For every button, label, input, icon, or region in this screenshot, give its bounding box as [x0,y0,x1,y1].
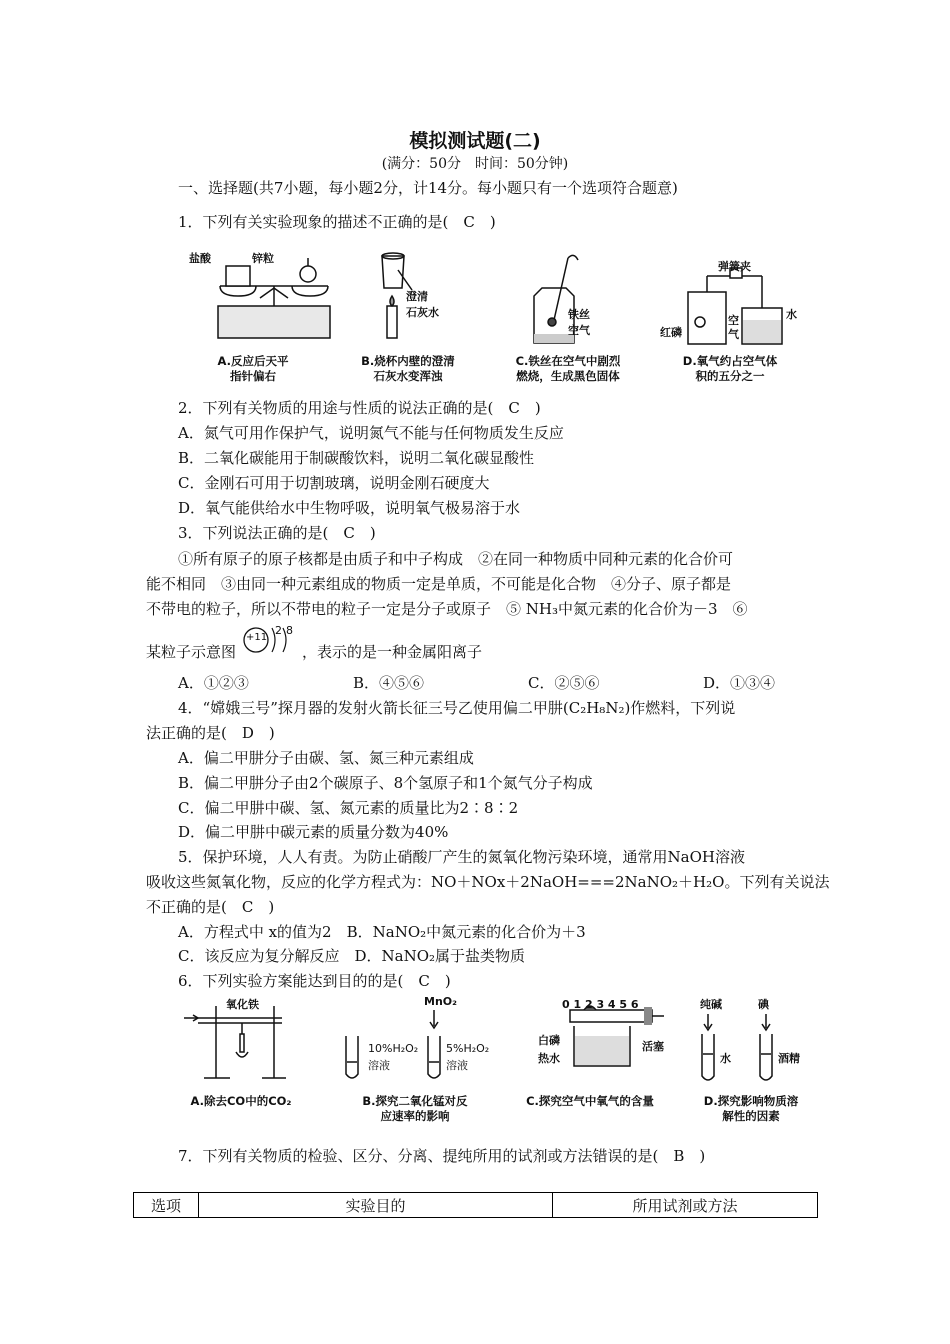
q3-option-c: C．②⑤⑥ [528,674,600,692]
label-d-water: 水 [720,1052,731,1065]
caption-6a-line1: A.除去CO中的CO₂ [190,1094,292,1108]
caption-6c-line1: C.探究空气中氧气的含量 [526,1094,654,1108]
label-d-water: 水 [786,308,797,321]
label-h2o2-10-1: 10%H₂O₂ [368,1042,419,1055]
q1-figure [190,248,810,363]
label-scale: 0 1 2 3 4 5 6 [562,998,639,1011]
label-alcohol: 酒精 [778,1052,800,1065]
q4-option-a: A．偏二甲肼分子由碳、氢、氮三种元素组成 [178,749,474,767]
label-white-phosphorus: 白磷 [538,1034,560,1047]
q6-caption-c [510,1094,670,1109]
q3-line-4b: ，表示的是一种金属阳离子 [302,643,483,661]
q2-option-a: A．氮气可用作保护气，说明氮气不能与任何物质发生反应 [178,424,564,442]
q6-figure [178,996,818,1086]
label-h2o2-5-2: 溶液 [446,1059,468,1072]
label-d-air-1: 空 [728,314,739,327]
q1-caption-d [670,354,790,384]
q5-options-ab: A．方程式中 x的值为2 B．NaNO₂中氮元素的化合价为＋3 [178,923,586,941]
label-soda: 纯碱 [700,998,722,1011]
caption-6b-line2: 应速率的影响 [380,1109,450,1123]
q2-stem: 2．下列有关物质的用途与性质的说法正确的是( C ) [178,399,541,417]
caption-c-line2: 燃烧，生成黑色固体 [516,369,620,383]
label-zinc: 锌粒 [252,252,274,265]
q3-option-b: B．④⑤⑥ [353,674,425,692]
q3-line-3: 不带电的粒子，所以不带电的粒子一定是分子或原子 ⑤ NH₃中氮元素的化合价为－3 ⑥ [146,600,748,618]
caption-b-line1: B.烧杯内壁的澄清 [361,354,455,368]
q3-option-a: A．①②③ [178,674,249,692]
label-piston: 活塞 [642,1040,664,1053]
label-limewater-1: 澄清 [406,290,428,303]
q3-line-2: 能不相同 ③由同一种元素组成的物质一定是单质，不可能是化合物 ④分子、原子都是 [146,575,732,593]
q2-option-c: C．金刚石可用于切割玻璃，说明金刚石硬度大 [178,474,490,492]
q1-caption-b [348,354,468,384]
header-purpose: 实验目的 [199,1193,553,1218]
header-option: 选项 [134,1193,199,1218]
label-h2o2-5-1: 5%H₂O₂ [446,1042,490,1055]
caption-6b-line1: B.探究二氧化锰对反 [362,1094,468,1108]
q3-stem: 3．下列说法正确的是( C ) [178,524,376,542]
balance-diagram [218,258,330,338]
q5-line-1: 5．保护环境，人人有责。为防止硝酸厂产生的氮氧化物污染环境，通常用NaOH溶液 [178,848,745,866]
caption-d-line2: 积的五分之一 [695,369,765,383]
caption-a-line1: A.反应后天平 [217,354,289,368]
caption-6d-line1: D.探究影响物质溶 [703,1094,799,1108]
q6-caption-a [176,1094,306,1109]
table-header-row [134,1193,818,1218]
label-red-phosphorus: 红磷 [660,326,682,339]
q4-option-c: C．偏二甲肼中碳、氢、氮元素的质量比为2∶8∶2 [178,799,519,817]
test-tubes-d-diagram [702,1014,772,1080]
label-iron-oxide: 氧化铁 [226,998,259,1011]
q4-option-d: D．偏二甲肼中碳元素的质量分数为40% [178,823,449,841]
page-title: 模拟测试题(二) [409,130,541,152]
label-d-air-2: 气 [728,328,739,341]
header-method: 所用试剂或方法 [553,1193,818,1218]
label-iron-wire: 铁丝 [568,308,590,321]
label-mno2: MnO₂ [424,995,457,1008]
caption-6d-line2: 解性的因素 [722,1109,780,1123]
shell-2-electrons: 8 [286,624,293,637]
q3-line-1: ①所有原子的原子核都是由质子和中子构成 ②在同一种物质中同种元素的化合价可 [178,550,734,568]
q1-caption-c [498,354,638,384]
q7-stem: 7．下列有关物质的检验、区分、分离、提纯所用的试剂或方法错误的是( B ) [178,1147,706,1165]
q4-line-1: 4．“嫦娥三号”探月器的发射火箭长征三号乙使用偏二甲肼(C₂H₈N₂)作燃料，下列说 [178,699,736,717]
q5-options-cd: C．该反应为复分解反应 D．NaNO₂属于盐类物质 [178,947,526,965]
q4-line-2: 法正确的是( D ) [146,724,275,742]
caption-d-line1: D.氧气约占空气体 [682,354,778,368]
q3-option-d: D．①③④ [703,674,776,692]
q1-stem: 1．下列有关实验现象的描述不正确的是( C ) [178,213,496,231]
q5-line-2: 吸收这些氮氧化物，反应的化学方程式为：NO＋NOx＋2NaOH===2NaNO₂＋H₂O。下列有关说法 [146,873,830,891]
caption-b-line2: 石灰水变浑浊 [373,369,443,383]
q2-option-d: D．氧气能供给水中生物呼吸，说明氧气极易溶于水 [178,499,521,517]
q3-line-4a: 某粒子示意图 [146,643,237,661]
label-spring-clip: 弹簧夹 [718,260,751,273]
q2-option-b: B．二氧化碳能用于制碳酸饮料，说明二氧化碳显酸性 [178,449,535,467]
label-hot-water: 热水 [538,1052,560,1065]
label-iodine: 碘 [758,998,769,1011]
label-h2o2-10-2: 溶液 [368,1059,390,1072]
q1-caption-a [198,354,308,384]
section-heading: 一、选择题(共7小题，每小题2分，计14分。每小题只有一个选项符合题意) [178,179,678,197]
label-air: 空气 [568,324,590,337]
iron-stand-diagram [184,1006,286,1078]
caption-c-line1: C.铁丝在空气中剧烈 [515,354,621,368]
label-limewater-2: 石灰水 [406,306,439,319]
shell-1-electrons: 2 [275,624,282,637]
nucleus-charge: +11 [246,632,268,643]
caption-a-line2: 指针偏右 [230,369,276,383]
q6-caption-b [350,1094,480,1124]
q6-stem: 6．下列实验方案能达到目的的是( C ) [178,972,451,990]
q7-table [133,1192,818,1218]
phosphorus-tube-diagram [570,1006,664,1066]
q4-option-b: B．偏二甲肼分子由2个碳原子、8个氢原子和1个氮气分子构成 [178,774,593,792]
q6-caption-d [686,1094,816,1124]
label-hydrochloric-acid: 盐酸 [189,252,211,265]
q5-line-3: 不正确的是( C ) [146,898,275,916]
page-subtitle: (满分：50分 时间：50分钟) [381,156,569,172]
